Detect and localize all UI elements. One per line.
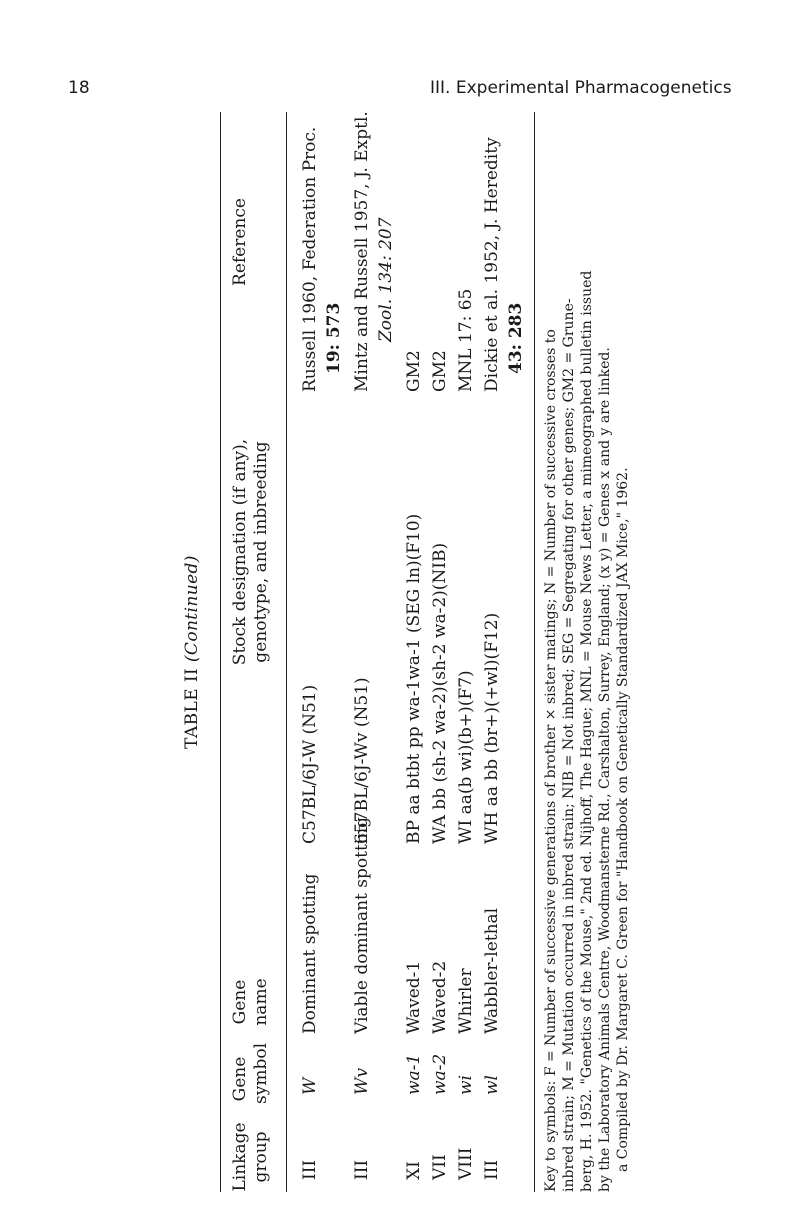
footnote-line: inbred strain; M = Mutation occurred in inbred strain; NIB = Not inbred; SEG = Segregating for other genes; GM2 = Grune-: [561, 298, 577, 1192]
header-text: Linkage: [230, 1122, 250, 1192]
footnote-line: by the Laboratory Animals Centre, Woodmansterne Rd., Carshalton, Surrey, England; (x y) = Genes x and y are linked.: [597, 347, 613, 1192]
cell-symbol: wa-1: [404, 1053, 424, 1095]
cell-gene-name: Dominant spotting: [300, 873, 320, 1034]
table-caption-label: TABLE II: [182, 667, 202, 749]
cell-stock: BP aa btbt pp wa-1wa-1 (SEG ln)(F10): [404, 513, 424, 844]
cell-stock: WH aa bb (br+)(+wl)(F12): [482, 612, 502, 844]
table-caption: [182, 112, 203, 1192]
rule-header: [286, 112, 287, 1192]
cell-gene-name: Waved-1: [404, 960, 424, 1034]
rule-bottom: [534, 112, 535, 1192]
header-text: Gene: [230, 1056, 250, 1102]
table-ii: [182, 111, 631, 1192]
cell-symbol: wl: [482, 1075, 502, 1095]
rule-top: [220, 112, 221, 1192]
cell-reference-cont: Zool. 134: 207: [376, 217, 396, 342]
cell-reference: GM2: [404, 350, 424, 392]
header-text: Stock designation (if any),: [230, 438, 250, 666]
cell-reference: MNL 17: 65: [456, 288, 476, 392]
cell-gene-name: Wabbler-lethal: [482, 907, 502, 1034]
cell-stock: C57BL/6J-W (N51): [300, 684, 320, 844]
cell-reference-cont: 43: 283: [506, 302, 526, 374]
cell-group: VIII: [456, 1147, 476, 1180]
cell-reference: GM2: [430, 350, 450, 392]
header-text: name: [251, 978, 272, 1026]
cell-reference: Dickie et al. 1952, J. Heredity: [482, 137, 502, 392]
cell-stock: WA bb (sh-2 wa-2)(sh-2 wa-2)(NIB): [430, 542, 450, 844]
footnote-line: berg, H. 1952. "Genetics of the Mouse," 2nd ed. Nijhoff, The Hague; MNL = Mouse News Letter, a mimeographed bulletin issued: [579, 270, 595, 1192]
cell-symbol: Wv: [352, 1067, 372, 1095]
cell-symbol: wa-2: [430, 1053, 450, 1095]
header-reference: [230, 162, 251, 322]
page-number: 18: [68, 78, 90, 98]
cell-gene-name: Whirler: [456, 968, 476, 1034]
cell-group: VII: [430, 1154, 450, 1180]
cell-gene-name: Viable dominant spotting: [352, 816, 372, 1034]
footnote-line: a Compiled by Dr. Margaret C. Green for "Handbook on Genetically Standardized JAX Mice," 1962.: [615, 467, 631, 1172]
cell-gene-name: Waved-2: [430, 960, 450, 1034]
header-linkage-group: [230, 1122, 273, 1192]
header-text: genotype, and inbreeding: [251, 441, 272, 663]
cell-reference-cont: 19: 573: [324, 302, 344, 374]
cell-group: III: [352, 1159, 372, 1180]
cell-stock: WI aa(b wi)(b+)(F7): [456, 670, 476, 844]
cell-reference: Russell 1960, Federation Proc.: [300, 126, 320, 392]
cell-group: III: [482, 1159, 502, 1180]
table-footnote: [542, 112, 632, 1192]
chapter-header: III. Experimental Pharmacogenetics: [430, 78, 732, 98]
cell-symbol: W: [300, 1077, 320, 1095]
header-stock-designation: [230, 402, 273, 702]
table-caption-suffix: (Continued): [182, 555, 202, 663]
cell-stock: 657BL/6J-Wv (N51): [352, 677, 372, 844]
cell-group: III: [300, 1159, 320, 1180]
cell-reference: Mintz and Russell 1957, J. Exptl.: [352, 111, 372, 392]
header-text: group: [251, 1131, 272, 1183]
footnote-line: Key to symbols: F = Number of successive generations of brother × sister matings; N = Number of successive crosses to: [543, 329, 559, 1192]
cell-group: XI: [404, 1161, 424, 1180]
rotated-table-frame: [182, 111, 631, 1192]
header-text: Gene: [230, 979, 250, 1025]
header-gene-name: [230, 922, 273, 1082]
header-text: Reference: [230, 198, 250, 286]
header-text: symbol: [251, 1042, 272, 1104]
cell-symbol: wi: [456, 1075, 476, 1095]
